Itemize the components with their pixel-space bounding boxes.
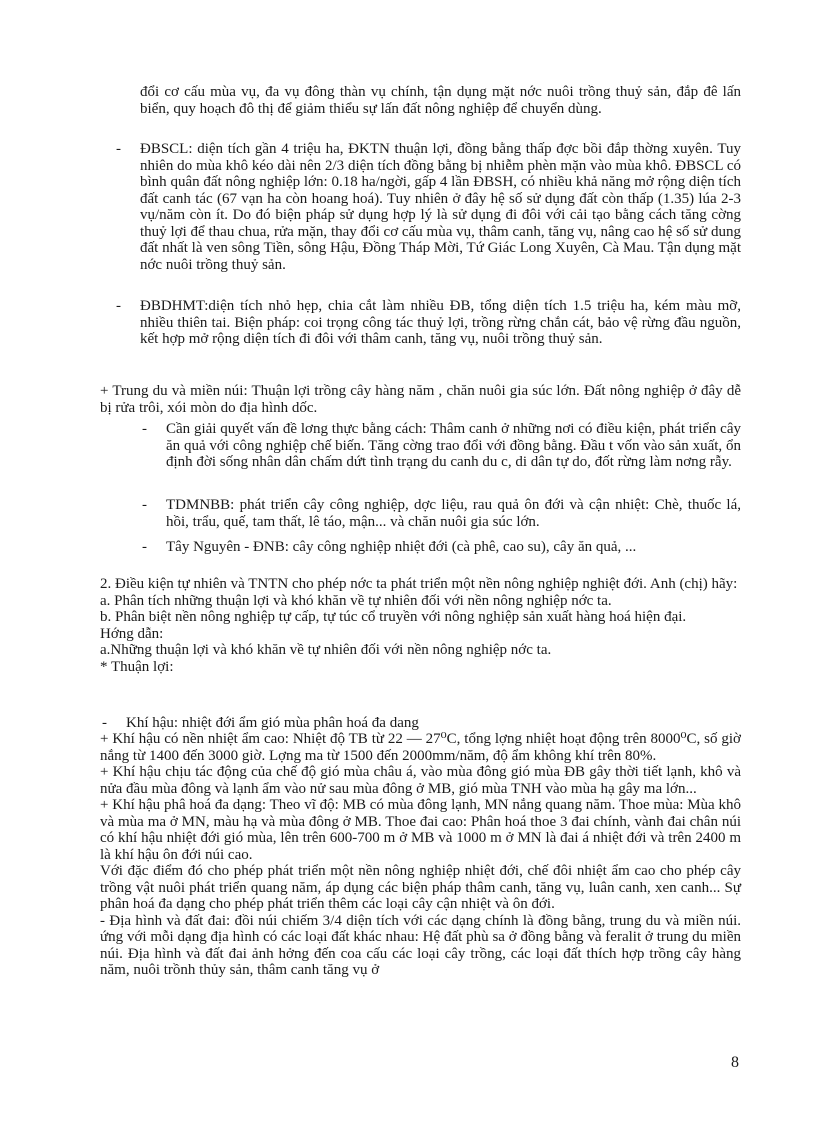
bullet-text: ĐBSCL: diện tích gần 4 triệu ha, ĐKTN thuận lợi, đồng bằng thấp đợc bồi đắp thờng xuyên. Tuy nhiên do mùa khô kéo dài nên 2/3 diện tích đồng bằng bị nhiễm phèn mặn vào mùa khô. ĐBSCL có bình quân đất nông nghiệp lớn: 0.18 ha/ngời, gấp 4 lần ĐBSH, có nhiều khả năng mở rộng diện tích đất canh tác (67 vạn ha còn hoang hoá). Tuy nhiên ở đây hệ số sử dụng đất còn thấp (1.35) lúa 2-3 vụ/năm còn ít. Do đó biện pháp sử dụng hợp lý là sử dụng đi đôi với cải tạo bằng cách tăng cờng thuỷ lợi để thau chua, rửa mặn, thay đổi cơ cấu mùa vụ, thâm canh, tăng vụ, nâng cao hệ số sử dung đất nhất là ven sông Tiền, sông Hậu, Đồng Tháp Mời, Tứ Giác Long Xuyên, Cà Mau. Tận dụng mặt nớc nuôi trồng thuỷ sản.: [140, 141, 741, 273]
climate-point: + Khí hậu có nền nhiệt ẩm cao: Nhiệt độ TB từ 22 — 27⁰C, tổng lợng nhiệt hoạt động trên 8000⁰C, số giờ nắng từ 1400 đến 3000 giờ. Lợng ma từ 1500 đến 2000mm/năm, độ ẩm không khí trên 80%.: [100, 731, 741, 764]
question-block: [100, 576, 741, 675]
dash-marker: -: [116, 141, 121, 157]
dash-marker: -: [102, 715, 107, 731]
bullet-text: Tây Nguyên - ĐNB: cây công nghiệp nhiệt đới (cà phê, cao su), cây ăn quả, ...: [166, 539, 637, 555]
bullet-item: [142, 539, 741, 556]
section-intro: [100, 383, 741, 416]
bullet-text: đổi cơ cấu mùa vụ, đa vụ đông thàn vụ chính, tận dụng mặt nớc nuôi trồng thuỷ sản, đắp đê lấn biển, quy hoạch đô thị để giảm thiểu sự lấn đất nông nghiệp để chuyển dùng.: [140, 84, 741, 117]
climate-block: [100, 731, 741, 979]
bullet-item: [142, 497, 741, 530]
terrain-paragraph: - Địa hình và đất đai: đồi núi chiếm 3/4 diện tích với các dạng chính là đồng bằng, trung du và miền núi. ứng với mỗi dạng địa hình có các loại đất khác nhau: Hệ đất phù sa ở đồng bằng và feralit ở trung du miền núi. Địa hình và đất đai ảnh hởng đến coa cấu các loại cây trồng, các loại đất thích hợp trồng cây hàng năm, nuôi trồnh thủy sản, thâm canh tăng vụ ở: [100, 912, 741, 978]
dash-marker: -: [142, 421, 147, 437]
bullet-item: [140, 84, 741, 117]
bullet-item: [116, 141, 741, 273]
advantages-heading: * Thuận lợi:: [100, 658, 174, 675]
bullet-text: TDMNBB: phát triển cây công nghiệp, dợc liệu, rau quả ôn đới và cận nhiệt: Chè, thuốc lá, hồi, trẩu, quế, tam thất, lê táo, mận... và chăn nuôi gia súc lớn.: [166, 497, 741, 530]
dash-marker: -: [116, 298, 121, 314]
climate-heading-item: [102, 715, 741, 732]
question-title: 2. Điều kiện tự nhiên và TNTN cho phép nớc ta phát triển một nền nông nghiệp nghiệt đới. Anh (chị) hãy:: [100, 576, 738, 592]
dash-marker: -: [142, 497, 147, 513]
paragraph: + Trung du và miền núi: Thuận lợi trồng cây hàng năm , chăn nuôi gia súc lớn. Đất nông nghiệp ở đây dễ bị rửa trôi, xói mòn do địa hình dốc.: [100, 383, 741, 416]
bullet-text: ĐBDHMT:diện tích nhỏ hẹp, chia cắt làm nhiều ĐB, tổng diện tích 1.5 triệu ha, kém màu mỡ, nhiều thiên tai. Biện pháp: coi trọng công tác thuỷ lợi, trồng rừng chắn cát, bảo vệ rừng đầu nguồn, kết hợp mở rộng diện tích đi đôi với thâm canh, tăng vụ, nuôi trồng thuỷ sản.: [140, 298, 741, 347]
climate-conclusion: Với đặc điểm đó cho phép phát triển một nền nông nghiệp nhiệt đới, chế đôi nhiệt ẩm cao cho phép cây trồng vật nuôi phát triển quang năm, áp dụng các biện pháp thâm canh, tăng vụ, luân canh, xen canh... Sự phân hoá đa dạng cho phép phát triển thêm các loại cây cận nhiệt và ôn đới.: [100, 863, 741, 912]
climate-point: + Khí hậu chịu tác động của chế độ gió mùa châu á, vào mùa đông gió mùa ĐB gây thời tiết lạnh, khô và nửa đầu mùa đông và lạnh ẩm vào nử sau mùa đông ở MB, gió mùa TNH vào mùa hạ gây ma lớn...: [100, 764, 741, 797]
question-part-a: a. Phân tích những thuận lợi và khó khăn về tự nhiên đối với nền nông nghiệp nớc ta.: [100, 592, 612, 609]
bullet-text: Cần giải quyết vấn đề lơng thực bằng cách: Thâm canh ở những nơi có điều kiện, phát triển cây ăn quả với công nghiệp chế biến. Tăng cờng trao đổi với đồng bằng. Đầu t vốn vào sản xuất, ổn định đời sống nhân dân chấm dứt tình trạng du canh du c, di dân tự do, đốt rừng làm nơng rẫy.: [166, 421, 741, 470]
answer-heading-a: a.Những thuận lợi và khó khăn về tự nhiên đối với nền nông nghiệp nớc ta.: [100, 642, 552, 658]
dash-marker: -: [142, 539, 147, 555]
bullet-item: [142, 421, 741, 471]
bullet-item: [116, 298, 741, 348]
guide-heading: Hớng dẫn:: [100, 625, 164, 642]
question-part-b: b. Phân biệt nền nông nghiệp tự cấp, tự túc cổ truyền với nông nghiệp sản xuất hàng hoá hiện đại.: [100, 609, 687, 625]
climate-point: + Khí hậu phâ hoá đa dạng: Theo vĩ độ: MB có mùa đông lạnh, MN nắng quang năm. Thoe mùa: Mùa khô và mùa ma ở MN, màu hạ và mùa đông ở MB. Thoe đai cao: Phân hoá thoe 3 đai chính, vành đai chân núi có khí hậu nhiệt đới gió mùa, lên trên 600-700 m ở MB và 1000 m ở MN là đai á nhiệt đới và trên 2400 m là khí hậu ôn đới núi cao.: [100, 797, 741, 863]
page-number: 8: [731, 1054, 739, 1071]
climate-heading: Khí hậu: nhiệt đới ẩm gió mùa phân hoá đa dang: [126, 715, 419, 731]
